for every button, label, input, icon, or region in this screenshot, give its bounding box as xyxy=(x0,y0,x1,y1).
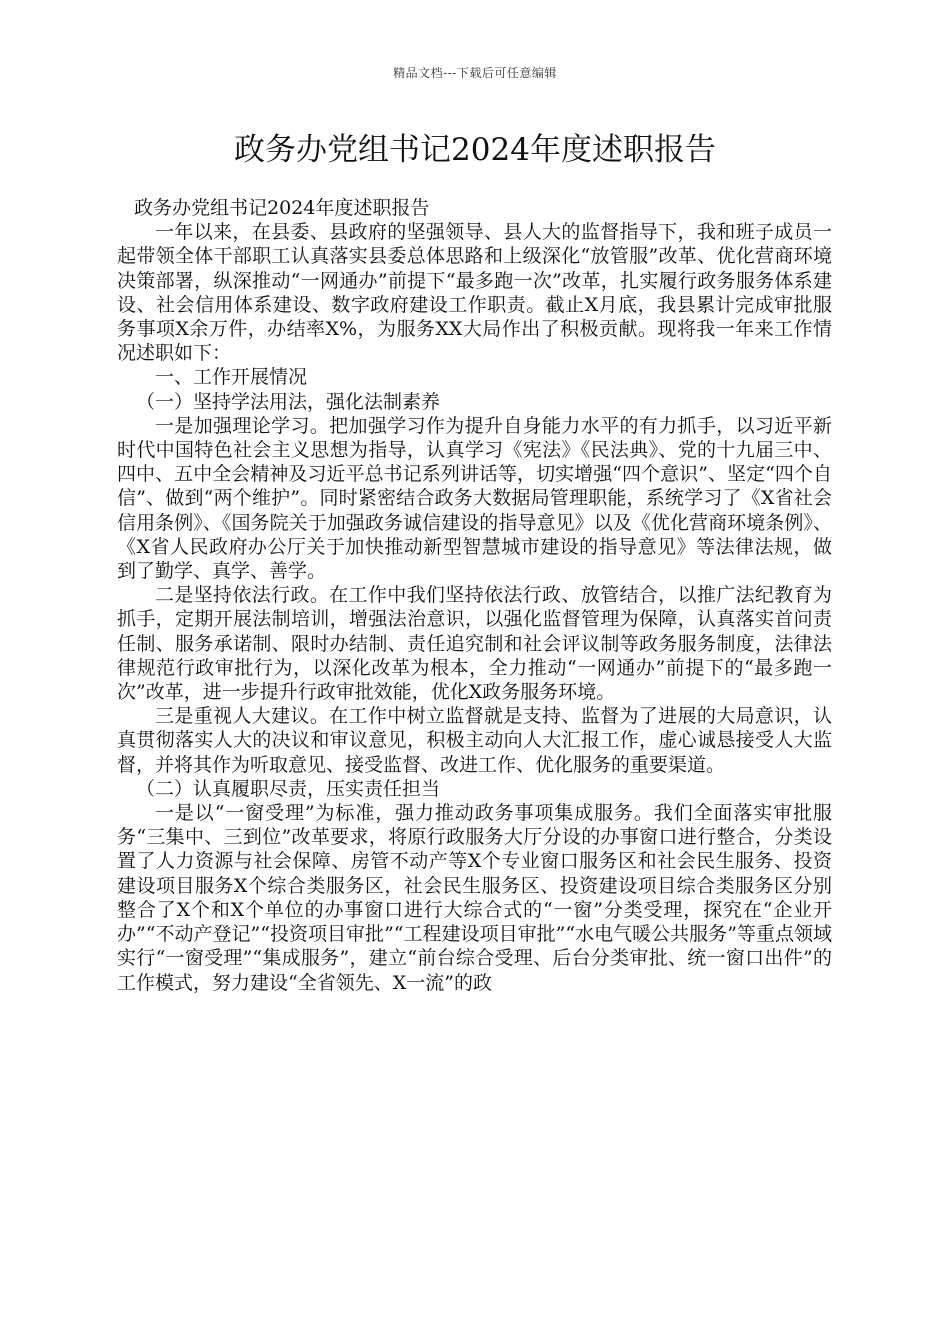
body-paragraph: 三是重视人大建议。在工作中树立监督就是支持、监督为了进展的大局意识，认真贯彻落实人大的决议和审议意见，积极主动向人大汇报工作，虚心诚恳接受人大监督，并将其作为听取意见、接受监督、改进工作、优化服务的重要渠道。 xyxy=(117,705,832,776)
body-paragraph: 一是加强理论学习。把加强学习作为提升自身能力水平的有力抓手，以习近平新时代中国特色社会主义思想为指导，认真学习《宪法》《民法典》、党的十九届三中、四中、五中全会精神及习近平总书记系列讲话等，切实增强“四个意识”、坚定“四个自信”、做到“两个维护”。同时紧密结合政务大数据局管理职能，系统学习了《X省社会信用条例》、《国务院关于加强政务诚信建设的指导意见》以及《优化营商环境条例》、《X省人民政府办公厅关于加快推动新型智慧城市建设的指导意见》等法律法规，做到了勤学、真学、善学。 xyxy=(117,414,832,583)
body-paragraph: 政务办党组书记2024年度述职报告 xyxy=(134,197,430,219)
subsection-heading: （一）坚持学法用法，强化法制素养 xyxy=(136,390,441,413)
header-note: 精品文档---下载后可任意编辑 xyxy=(393,66,557,80)
body-paragraph: 一是以“一窗受理”为标准，强力推动政务事项集成服务。我们全面落实审批服务“三集中、三到位”改革要求，将原行政服务大厅分设的办事窗口进行整合，分类设置了人力资源与社会保障、房管不动产等X个专业窗口服务区和社会民生服务、投资建设项目服务X个综合类服务区，社会民生服务区、投资建设项目综合类服务区分别整合了X个和X个单位的办事窗口进行大综合式的“一窗”分类受理，探究在“企业开办”“不动产登记”“投资项目审批”“工程建设项目审批”“水电气暖公共服务”等重点领域实行“一窗受理”“集成服务”，建立“前台综合受理、后台分类审批、统一窗口出件”的工作模式，努力建设“全省领先、X一流”的政 xyxy=(117,802,832,994)
document-title: 政务办党组书记2024年度述职报告 xyxy=(234,132,716,168)
body-paragraph: 一年以来，在县委、县政府的坚强领导、县人大的监督指导下，我和班子成员一起带领全体干部职工认真落实县委总体思路和上级深化“放管服”改革、优化营商环境决策部署，纵深推动“一网通办”前提下“最多跑一次”改革，扎实履行政务服务体系建设、社会信用体系建设、数字政府建设工作职责。截止X月底，我县累计完成审批服务事项X余万件，办结率X%，为服务XX大局作出了积极贡献。现将我一年来工作情况述职如下： xyxy=(117,221,832,365)
section-heading: 一、工作开展情况 xyxy=(155,366,308,389)
document-body xyxy=(117,196,832,995)
subsection-heading: （二）认真履职尽责，压实责任担当 xyxy=(136,777,441,800)
body-paragraph: 二是坚持依法行政。在工作中我们坚持依法行政、放管结合，以推广法纪教育为抓手，定期开展法制培训，增强法治意识，以强化监督管理为保障，认真落实首问责任制、服务承诺制、限时办结制、责任追究制和社会评议制等政务服务制度，法律法律规范行政审批行为，以深化改革为根本，全力推动“一网通办”前提下的“最多跑一次”改革，进一步提升行政审批效能，优化X政务服务环境。 xyxy=(117,584,832,704)
